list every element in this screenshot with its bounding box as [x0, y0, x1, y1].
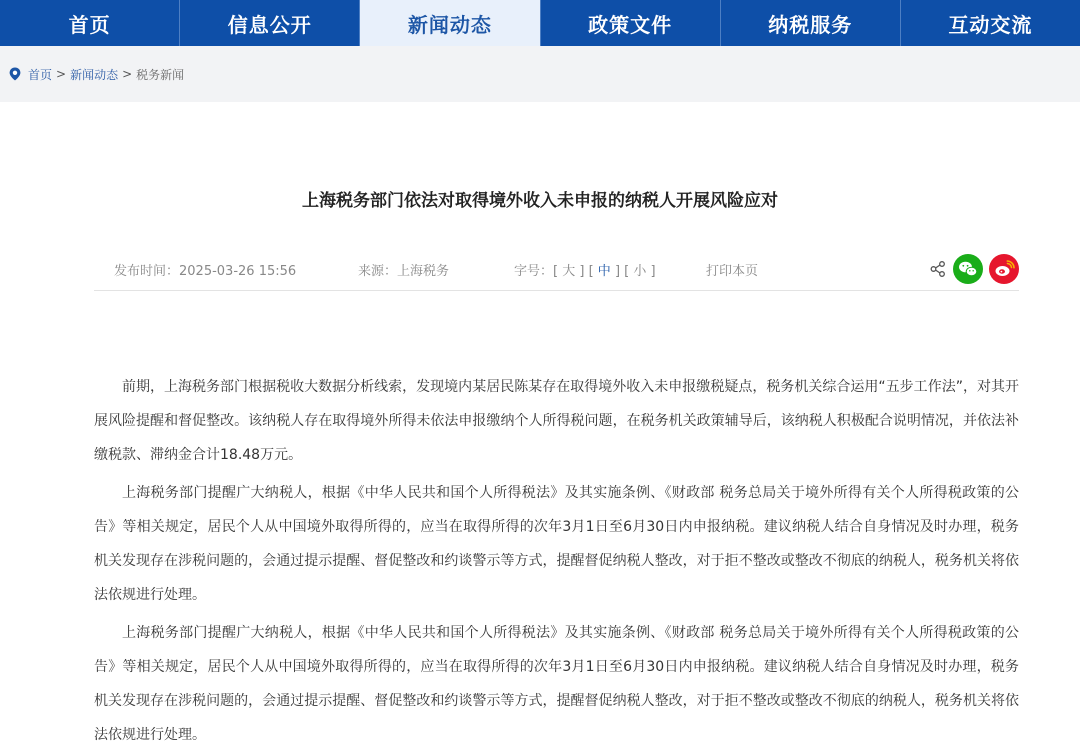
nav-item-news[interactable]: 新闻动态	[360, 0, 540, 46]
breadcrumb-current: 税务新闻	[136, 67, 185, 82]
font-size-switcher: 字号：[ 大 ] [ 中 ] [ 小 ]	[514, 264, 656, 279]
article-paragraph: 前期，上海税务部门根据税收大数据分析线索，发现境内某居民陈某存在取得境外收入未申报缴税疑点，税务机关综合运用“五步工作法”，对其开展风险提醒和督促整改。该纳税人存在取得境外所得未依法申报缴纳个人所得税问题，在税务机关政策辅导后，该纳税人积极配合说明情况，并依法补缴税款、滞纳金合计18.48万元。	[94, 379, 1019, 463]
share-icon[interactable]	[929, 260, 947, 278]
top-nav	[0, 0, 1080, 46]
wechat-icon[interactable]	[953, 254, 983, 284]
print-page-link[interactable]: 打印本页	[706, 264, 759, 279]
breadcrumb	[0, 46, 1080, 102]
nav-item-home[interactable]: 首页	[0, 0, 180, 46]
location-pin-icon	[8, 67, 22, 81]
font-size-label: 字号：	[514, 264, 554, 279]
article-paragraph: 上海税务部门提醒广大纳税人，根据《中华人民共和国个人所得税法》及其实施条例、《财政部 税务总局关于境外所得有关个人所得税政策的公告》等相关规定，居民个人从中国境外取得所得的，应当在取得所得的次年3月1日至6月30日内申报纳税。建议纳税人结合自身情况及时办理，税务机关发现存在涉税问题的，会通过提示提醒、督促整改和约谈警示等方式，提醒督促纳税人整改，对于拒不整改或整改不彻底的纳税人，税务机关将依法依规进行处理。	[94, 625, 1019, 743]
breadcrumb-separator: >	[56, 67, 67, 81]
article-paragraph: 上海税务部门提醒广大纳税人，根据《中华人民共和国个人所得税法》及其实施条例、《财政部 税务总局关于境外所得有关个人所得税政策的公告》等相关规定，居民个人从中国境外取得所得的，应当在取得所得的次年3月1日至6月30日内申报纳税。建议纳税人结合自身情况及时办理，税务机关发现存在涉税问题的，会通过提示提醒、督促整改和约谈警示等方式，提醒督促纳税人整改，对于拒不整改或整改不彻底的纳税人，税务机关将依法依规进行处理。	[94, 485, 1019, 603]
source-label: 来源：	[358, 264, 398, 279]
article-title: 上海税务部门依法对取得境外收入未申报的纳税人开展风险应对	[302, 191, 778, 211]
font-size-medium-link[interactable]: 中	[597, 264, 611, 279]
article-content	[94, 370, 1019, 756]
font-size-small-link[interactable]: 小	[633, 264, 647, 279]
nav-item-interaction[interactable]: 互动交流	[948, 12, 1033, 37]
publish-time	[114, 260, 296, 279]
breadcrumb-home-link[interactable]: 首页	[28, 67, 53, 82]
source	[358, 260, 449, 279]
publish-time-value: 2025-03-26 15:56	[179, 264, 297, 279]
article-meta-bar	[94, 250, 1019, 291]
source-value: 上海税务	[397, 264, 450, 279]
publish-time-label: 发布时间：	[114, 264, 180, 279]
breadcrumb-news-link[interactable]: 新闻动态	[70, 67, 119, 82]
nav-item-info-disclosure[interactable]: 信息公开	[180, 0, 360, 46]
nav-item-policy-docs[interactable]: 政策文件	[541, 0, 721, 46]
share-bar	[929, 254, 1019, 284]
breadcrumb-separator: >	[122, 67, 133, 81]
font-size-large-link[interactable]: 大	[562, 264, 576, 279]
nav-item-tax-service[interactable]: 纳税服务	[721, 0, 901, 46]
weibo-icon[interactable]	[989, 254, 1019, 284]
